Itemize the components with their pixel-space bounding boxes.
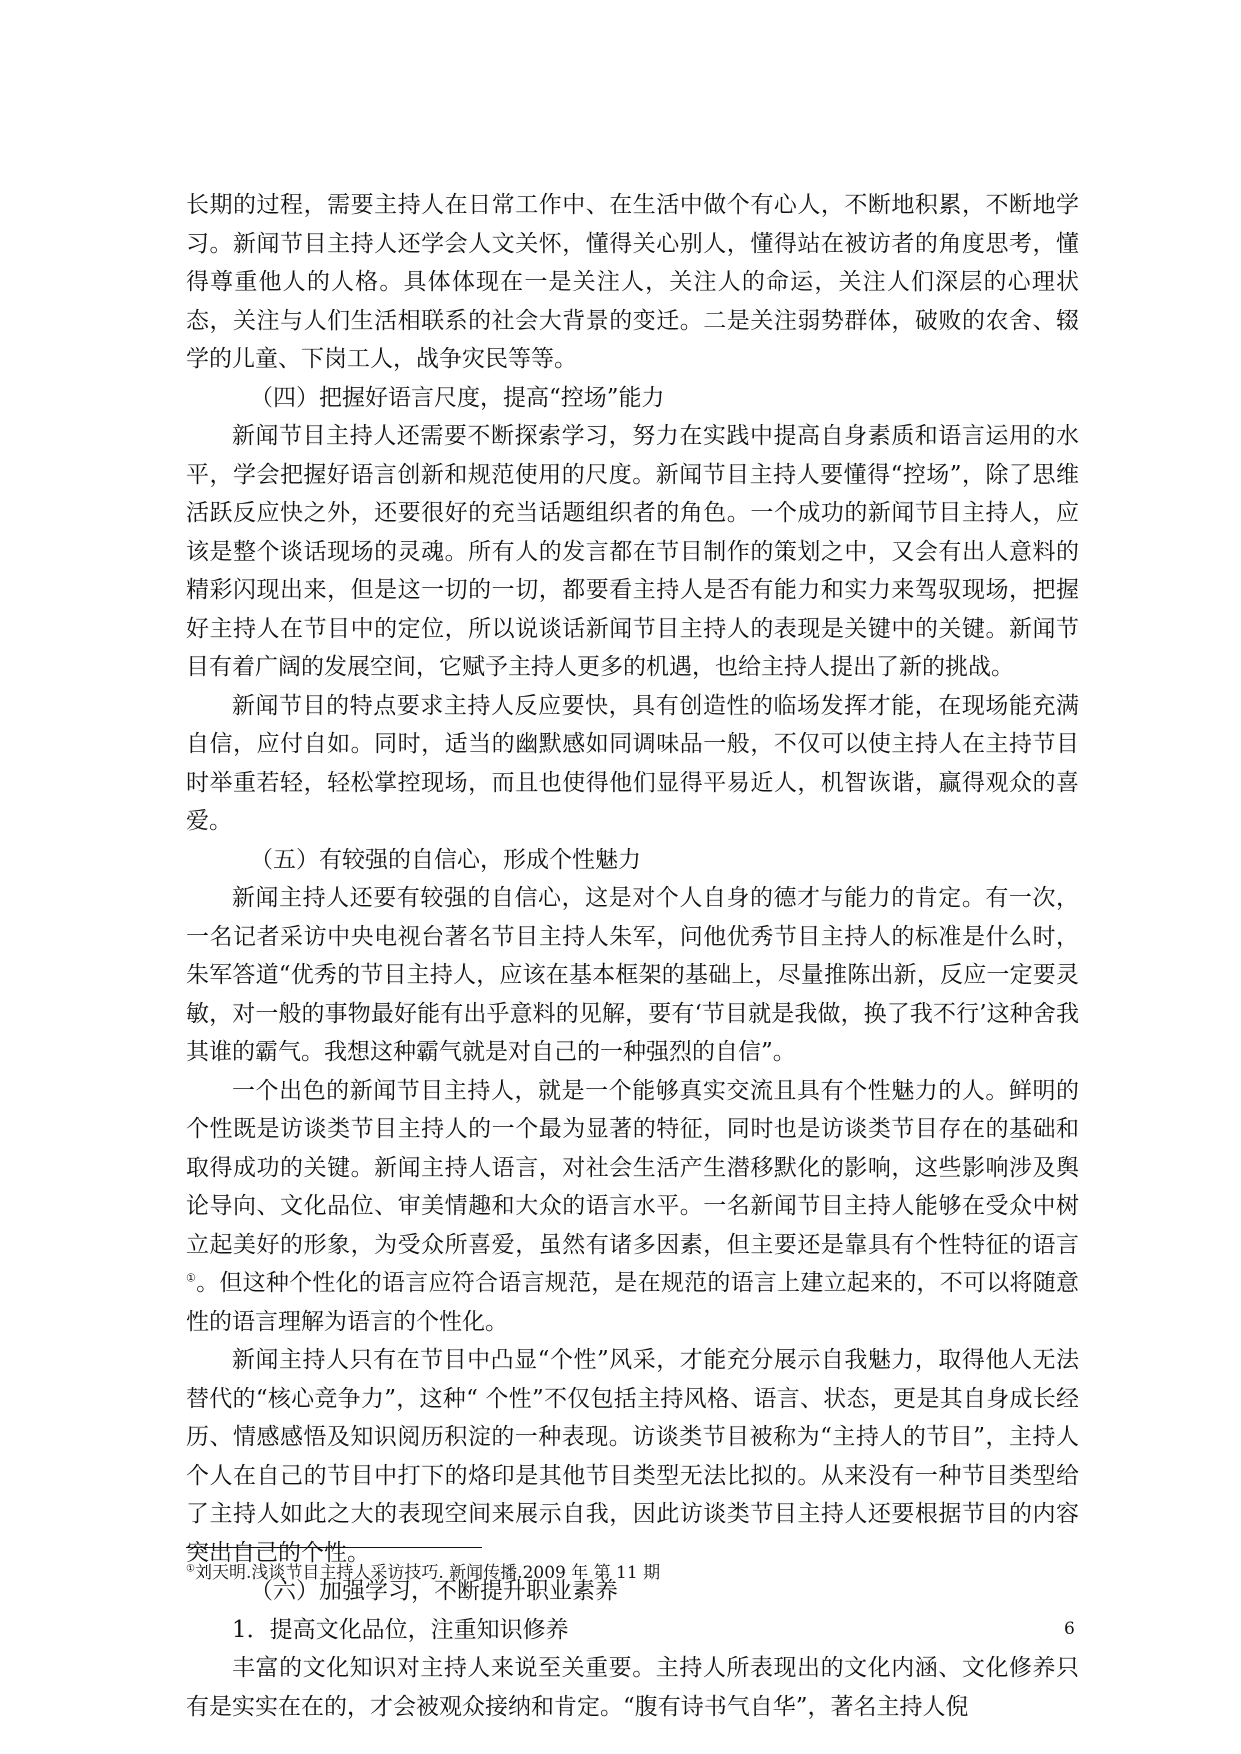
footnote-separator <box>186 1547 482 1548</box>
paragraph-text-after-footnote: 。但这种个性化的语言应符合语言规范，是在规范的语言上建立起来的，不可以将随意性的语言理解为语言的个性化。 <box>186 1270 1079 1335</box>
document-body <box>186 186 1079 1726</box>
page-number: 6 <box>1064 1619 1075 1639</box>
footnote <box>186 1562 1079 1584</box>
section-heading-6: （六）加强学习，不断提升职业素养 <box>250 1578 618 1604</box>
footnote-reference-mark: ① <box>186 1271 197 1285</box>
paragraph-with-footnote <box>186 1072 1079 1342</box>
paragraph-text-before-footnote: 一个出色的新闻节目主持人，就是一个能够真实交流且具有个性魅力的人。鲜明的个性既是访谈类节目主持人的一个最为显著的特征，同时也是访谈类节目存在的基础和取得成功的关键。新闻主持人语言，对社会生活产生潜移默化的影响，这些影响涉及舆论导向、文化品位、审美情趣和大众的语言水平。一名新闻节目主持人能够在受众中树立起美好的形象，为受众所喜爱，虽然有诸多因素，但主要还是靠具有个性特征的语言 <box>186 1077 1079 1258</box>
paragraph: 新闻节目的特点要求主持人反应要快，具有创造性的临场发挥才能，在现场能充满自信，应付自如。同时，适当的幽默感如同调味品一般，不仅可以使主持人在主持节目时举重若轻，轻松掌控现场，而且也使得他们显得平易近人，机智诙谐，赢得观众的喜爱。 <box>186 692 1079 834</box>
footnote-mark: ① <box>186 1563 195 1575</box>
footnote-text: 刘天明.浅谈节目主持人采访技巧. 新闻传播.2009 年 第 11 期 <box>194 1563 661 1583</box>
paragraph: 新闻节目主持人还需要不断探索学习，努力在实践中提高自身素质和语言运用的水平，学会把握好语言创新和规范使用的尺度。新闻节目主持人要懂得“控场”，除了思维活跃反应快之外，还要很好的充当话题组织者的角色。一个成功的新闻节目主持人，应该是整个谈话现场的灵魂。所有人的发言都在节目制作的策划之中，又会有出人意料的精彩闪现出来，但是这一切的一切，都要看主持人是否有能力和实力来驾驭现场，把握好主持人在节目中的定位，所以说谈话新闻节目主持人的表现是关键中的关键。新闻节目有着广阔的发展空间，它赋予主持人更多的机遇，也给主持人提出了新的挑战。 <box>186 423 1079 680</box>
paragraph: 新闻主持人还要有较强的自信心，这是对个人自身的德才与能力的肯定。有一次，一名记者采访中央电视台著名节目主持人朱军，问他优秀节目主持人的标准是什么时，朱军答道“优秀的节目主持人，应该在基本框架的基础上，尽量推陈出新，反应一定要灵敏，对一般的事物最好能有出乎意料的见解，要有‘节目就是我做，换了我不行’这种舍我其谁的霸气。我想这种霸气就是对自己的一种强烈的自信”。 <box>186 885 1079 1065</box>
subsection-heading-1: 1．提高文化品位，注重知识修养 <box>232 1616 569 1643</box>
paragraph: 新闻主持人只有在节目中凸显“个性”风采，才能充分展示自我魅力，取得他人无法替代的“核心竞争力”，这种“ 个性”不仅包括主持风格、语言、状态，更是其自身成长经历、情感感悟及知识阅历积淀的一种表现。访谈类节目被称为“主持人的节目”，主持人个人在自己的节目中打下的烙印是其他节目类型无法比拟的。从来没有一种节目类型给了主持人如此之大的表现空间来展示自我，因此访谈类节目主持人还要根据节目的内容突出自己的个性。 <box>186 1347 1079 1566</box>
section-heading-5: （五）有较强的自信心，形成个性魅力 <box>250 846 641 873</box>
section-heading-4: （四）把握好语言尺度，提高“控场”能力 <box>250 384 665 411</box>
paragraph: 丰富的文化知识对主持人来说至关重要。主持人所表现出的文化内涵、文化修养只有是实实在在的，才会被观众接纳和肯定。“腹有诗书气自华”，著名主持人倪 <box>186 1655 1079 1720</box>
paragraph-continuation: 长期的过程，需要主持人在日常工作中、在生活中做个有心人，不断地积累，不断地学习。新闻节目主持人还学会人文关怀，懂得关心别人，懂得站在被访者的角度思考，懂得尊重他人的人格。具体体现在一是关注人，关注人的命运，关注人们深层的心理状态，关注与人们生活相联系的社会大背景的变迁。二是关注弱势群体，破败的农舍、辍学的儿童、下岗工人，战争灾民等等。 <box>186 192 1079 372</box>
